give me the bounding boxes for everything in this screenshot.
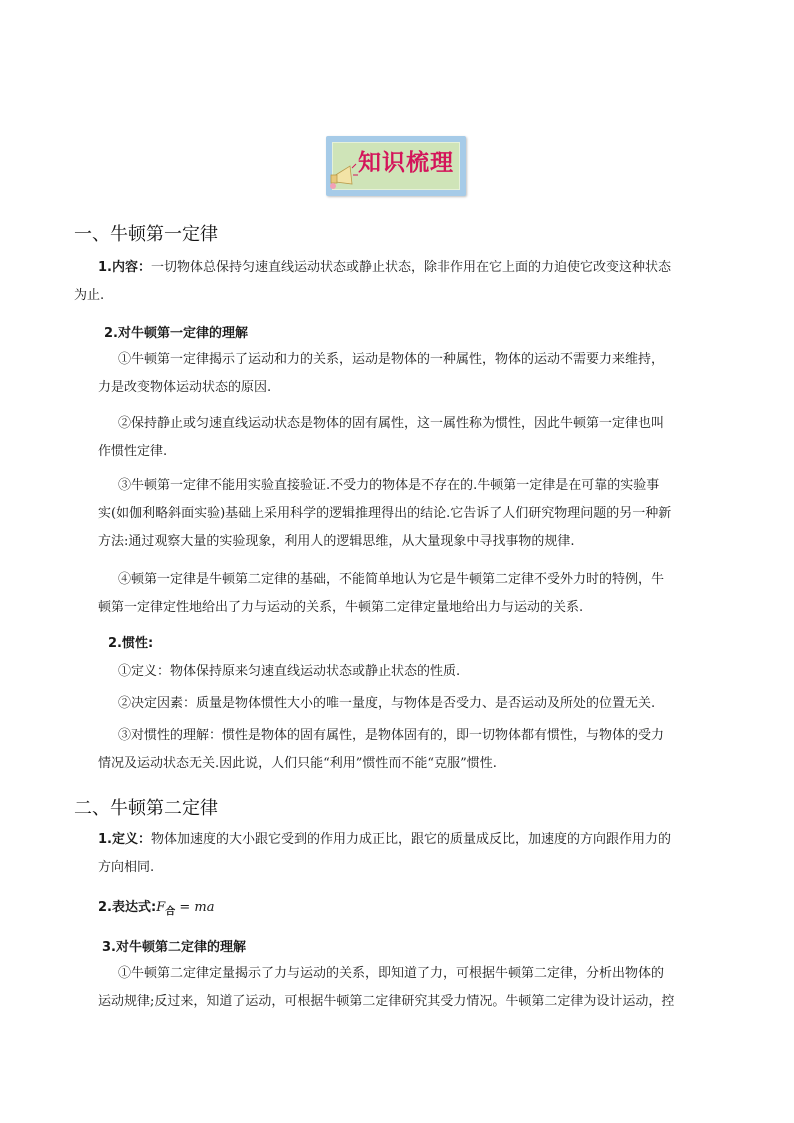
expression-label: 2.表达式:	[98, 900, 157, 915]
megaphone-icon	[328, 158, 358, 190]
content-text-line2: 为止.	[74, 288, 105, 303]
first-law-point-1: ①牛顿第一定律揭示了运动和力的关系，运动是物体的一种属性，物体的运动不需要力来维持， 力是改变物体运动状态的原因.	[98, 352, 665, 395]
second-law-expression	[98, 894, 728, 927]
section-heading-newton-first-law: 一、牛顿第一定律	[74, 224, 218, 245]
inertia-understanding: ③对惯性的理解：惯性是物体的固有属性，是物体固有的，即一切物体都有惯性，与物体的受力 情况及运动状态无关.因此说，人们只能“利用”惯性而不能“克服”惯性.	[98, 728, 665, 771]
formula: $F_合$ = ma	[156, 900, 215, 918]
first-law-content	[74, 254, 728, 310]
second-law-understanding-heading: 3.对牛顿第二定律的理解	[102, 940, 246, 955]
first-law-point-2: ②保持静止或匀速直线运动状态是物体的固有属性，这一属性称为惯性，因此牛顿第一定律也叫 作惯性定律.	[98, 416, 665, 459]
first-law-point-3: ③牛顿第一定律不能用实验直接验证.不受力的物体是不存在的.牛顿第一定律是在可靠的实验事 实(如伽利略斜面实验)基础上采用科学的逻辑推理得出的结论.它告诉了人们研究物理问题的另一种新 方法:通过观察大量的实验现象，利用人的逻辑思维，从大量现象中寻找事物的规律.	[98, 478, 672, 549]
section-badge	[326, 136, 466, 196]
inertia-determinant: ②决定因素：质量是物体惯性大小的唯一量度，与物体是否受力、是否运动及所处的位置无关.	[118, 696, 656, 711]
section-heading-newton-second-law: 二、牛顿第二定律	[74, 798, 218, 819]
second-law-definition: 1.定义：物体加速度的大小跟它受到的作用力成正比，跟它的质量成反比，加速度的方向跟作用力的 方向相同.	[98, 832, 671, 875]
inertia-heading: 2.惯性:	[108, 636, 154, 651]
content-text-line1: 一切物体总保持匀速直线运动状态或静止状态，除非作用在它上面的力迫使它改变这种状态	[150, 260, 671, 275]
first-law-understanding-heading: 2.对牛顿第一定律的理解	[104, 326, 248, 341]
first-law-point-4: ④顿第一定律是牛顿第二定律的基础，不能简单地认为它是牛顿第二定律不受外力时的特例，牛 顿第一定律定性地给出了力与运动的关系，牛顿第二定律定量地给出力与运动的关系.	[98, 572, 665, 615]
badge-title: 知识梳理	[358, 150, 454, 176]
second-law-point-1: ①牛顿第二定律定量揭示了力与运动的关系，即知道了力，可根据牛顿第二定律，分析出物体的 运动规律;反过来，知道了运动，可根据牛顿第二定律研究其受力情况。牛顿第二定律为设计运动，控	[98, 966, 675, 1009]
definition-label: 1.定义：	[98, 832, 151, 847]
content-label: 1.内容：	[98, 260, 151, 275]
inertia-definition: ①定义：物体保持原来匀速直线运动状态或静止状态的性质.	[118, 664, 461, 679]
